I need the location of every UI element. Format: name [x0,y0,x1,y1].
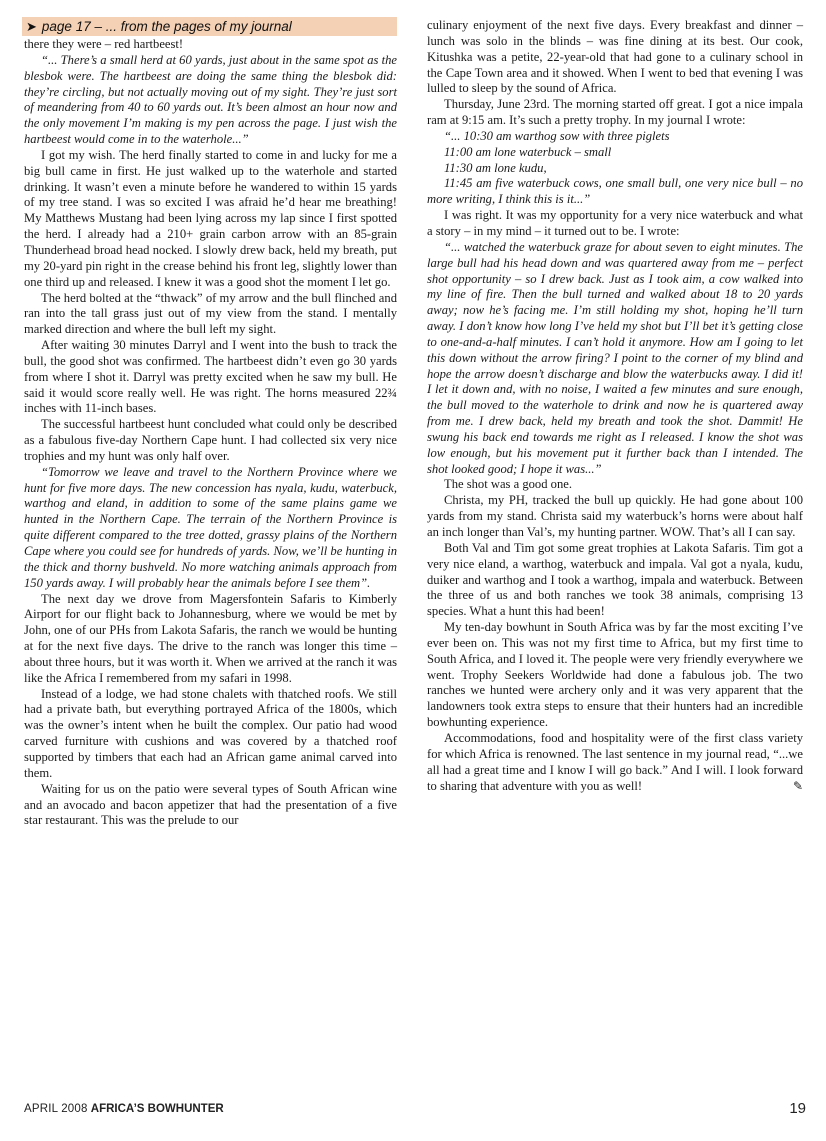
article-paragraph: “... 10:30 am warthog sow with three piglets [444,128,670,143]
article-paragraph: “... watched the waterbuck graze for about seven to eight minutes. The large bull had his head down and was quartered away from me – perfect shot opportunity – so I drew back. Just as I took aim, a cow walked into my line of fire. Then the bull turned and walked about 18 to 20 yards away; now he’s facing me. I’m still holding my shot, hoping he’ll turn away. I don’t know how long I’ve held my shot but I’ll bet it’s getting close to one-and-a-half minutes. I can’t hold it anymore. How am I going to let this down without the arrow firing? I point to the corner of my blind and hope the arrow doesn’t discharge and blow the waterbucks away. I did it! I let it down and, with no noise, I waited a few minutes and sure enough, the bull moved to the waterhole to drink and now he is quartered away from me. I drew back, held my breath and took the shot. Dammit! He swung his back end towards me right as I released. I know the shot was low enough, but his movement put it further back than I intended. The shot looked good; I hope it was...” [427,239,803,476]
article-paragraph: After waiting 30 minutes Darryl and I went into the bush to track the bull, the good shot was confirmed. The hartbeest didn’t even go 30 yards from where I shot it. Darryl was pretty excited when he saw my bull. He said it would score really well. He was right. The horns measured 22¾ inches with 11-inch bases. [24,338,397,416]
issue-date: APRIL 2008 [24,1103,88,1115]
article-paragraph: The successful hartbeest hunt concluded what could only be described as a fabulous five-day Northern Cape hunt. I had collected six very nice trophies and my hunt was only half over. [24,417,397,463]
arrow-icon: ➤ [26,18,37,34]
magazine-name: AFRICA’S BOWHUNTER [90,1103,224,1115]
left-column-body [24,37,397,829]
article-paragraph: 11:45 am five waterbuck cows, one small bull, one very nice bull – no more writing, I think this is it...” [427,176,803,207]
article-paragraph: Christa, my PH, tracked the bull up quickly. He had gone about 100 yards from my stand. Christa said my waterbuck’s horns were about half an inch longer than Val’s, my hunting partner. WOW. That’s all I can say. [427,493,803,539]
right-column-body [427,18,803,794]
page-footer [24,1100,806,1117]
article-paragraph: culinary enjoyment of the next five days. Every breakfast and dinner – lunch was solo in the blinds – was fine dining at its best. Our cook, Kitushka was a petite, 22-year-old that had gone to a culinary school in the Cape Town area and it showed. When I went to bed that evening I was lulled to sleep by the sound of Africa. [427,18,803,96]
article-paragraph: Both Val and Tim got some great trophies at Lakota Safaris. Tim got a very nice eland, a warthog, waterbuck and impala. Val got a nyala, kudu, duiker and warthog and I took a warthog, impala and waterbuck. Between the three of us and both ranches we took 38 animals, comprising 13 species. What a hunt this had been! [427,540,803,619]
article-paragraph: 11:30 am lone kudu, [444,160,547,175]
article-paragraph: Accommodations, food and hospitality were of the first class variety for which Africa is renowned. The last sentence in my journal read, “...we all had a great time and I know I will go back.” And I will. I look forward to sharing that adventure with you as well! ✎ [427,730,803,793]
page-number: 19 [789,1100,806,1117]
article-paragraph: My ten-day bowhunt in South Africa was by far the most exciting I’ve ever been on. This was not my first time to Africa, but my first time to South Africa, and I loved it. The people were very friendly everywhere we went. Trophy Seekers Worldwide had done a fabulous job. The two ranches we hunted were archery only and it was very apparent that the landowners took extra steps to ensure that their hunters had an incredible bowhunting experience. [427,620,803,730]
left-column [24,18,397,829]
article-paragraph: The shot was a good one. [444,477,573,492]
article-paragraph: The next day we drove from Magersfontein Safaris to Kimberly Airport for our flight back to Johannesburg, where we would be met by John, one of our PHs from Lakota Safaris, the ranch we would be hunting at for the next five days. The drive to the ranch was longer this time – about three hours, but it was worth it. When we arrived at the ranch it was like the Africa I remembered from my safari in 1998. [24,591,397,685]
article-paragraph: 11:00 am lone waterbuck – small [444,144,612,159]
article-paragraph: Instead of a lodge, we had stone chalets with thatched roofs. We still had a private bath, but everything portrayed Africa of the 1800s, which was the owner’s intent when he built the complex. Our patio had wood carved furniture with cushions and was covered by a thatched roof supported by timbers that each had an African game animal carved into them. [24,686,397,780]
article-paragraph: The herd bolted at the “thwack” of my arrow and the bull flinched and ran into the tall grass just out of my view from the stand. I mentally marked direction and where the bull left my sight. [24,290,397,337]
journal-header-label: page 17 – ... from the pages of my journal [41,18,292,34]
article-paragraph: Thursday, June 23rd. The morning started off great. I got a nice impala ram at 9:15 am. It’s such a pretty trophy. In my journal I wrote: [427,97,803,128]
article-paragraph: I got my wish. The herd finally started to come in and lucky for me a big bull came in first. He just walked up to the waterhole and started drinking. It wasn’t even a minute before he wandered to within 15 yards of my tree stand. I was so excited I was afraid he’d hear me breathing! My Matthews Mustang had been lying across my lap since I first spotted the herd. I already had a 210+ grain carbon arrow with an 85-grain Thunderhead broad head nocked. I slowly drew back, held my breath, put my 20-yard pin right in the crease behind his front leg, slightly lower than one third up and released. I knew it was a good shot the moment I let go. [24,147,397,289]
article-paragraph: “... There’s a small herd at 60 yards, just about in the same spot as the blesbok were. The hartbeest are doing the same thing the blesbok did: they’re circling, but not actually moving out of my sight. They’re just sort of meandering from 40 to 60 yards out. It’s been almost an hour now and the only movement I’m making is my pen across the page. I just wish the hartbeest would come in to the waterhole...” [24,52,397,147]
article-paragraph: “Tomorrow we leave and travel to the Northern Province where we hunt for five more days. The new concession has nyala, kudu, waterbuck, warthog and eland, in addition to some of the same plains game we hunted in the Northern Cape. The terrain of the Northern Province is quite different compared to the tree dotted, grassy plains of the Northern Cape where you could see for hundreds of yards. Now, we’ll be hunting in the thick and thorny bushveld. No more watching animals approach from 150 yards away. I will probably hear the animals before I see them”. [24,464,397,590]
article-paragraph: there they were – red hartbeest! [24,37,184,51]
article-paragraph: I was right. It was my opportunity for a very nice waterbuck and what a story – in my mind – it turned out to be. I wrote: [427,208,803,238]
right-column [427,18,803,794]
article-paragraph: Waiting for us on the patio were several types of South African wine and an avocado and bacon appetizer that had the presentation of a five star restaurant. This was the prelude to our [24,781,397,828]
journal-header [22,17,397,36]
end-mark-icon: ✎ [792,778,803,793]
